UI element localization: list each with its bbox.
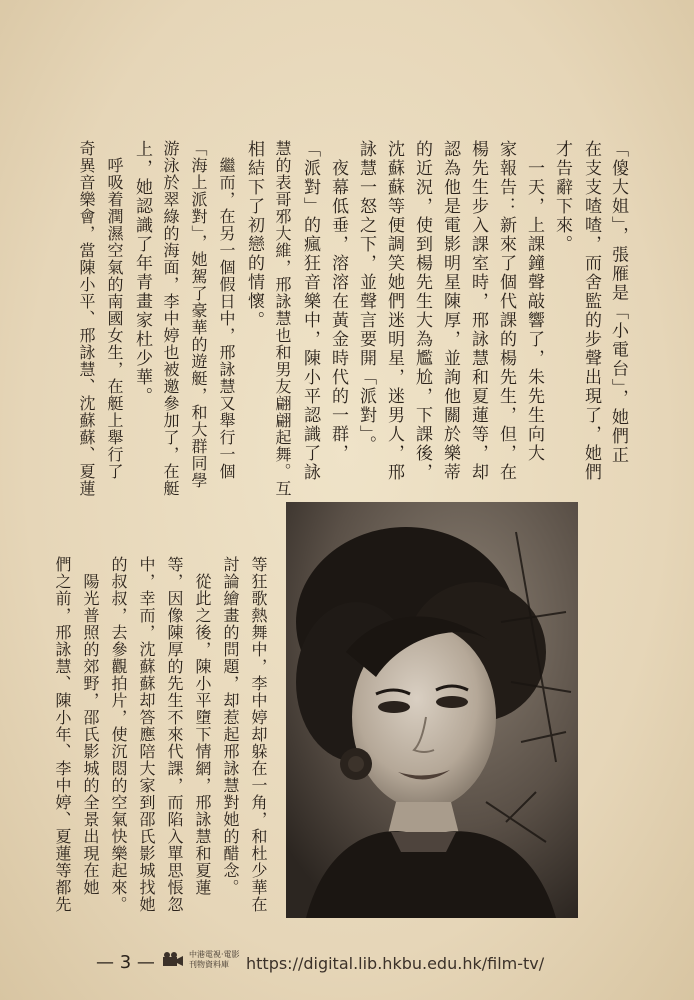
text-column: 「海上派對」，她駕了豪華的遊艇，和大群同學 [189, 140, 208, 489]
text-column: 相結下了初戀的情懷。 [244, 140, 264, 330]
page-number: — 3 — [96, 952, 155, 973]
text-column: 的近況，使到楊先生大為尷尬，下課後， [412, 140, 432, 482]
text-column: 的叔叔，去參觀拍片，使沉悶的空氣快樂起來。 [109, 556, 128, 913]
text-column: 等狂歌熱舞中，李中婷却躲在一角，和杜少華在 [249, 556, 268, 913]
text-column: 呼吸着潤濕空氣的南國女生，在艇上舉行了 [105, 140, 124, 480]
text-column: 慧的表哥邪大維，邢詠慧也和男友翩翩起舞。互 [273, 140, 292, 497]
text-column: 游泳於翠綠的海面，李中婷也被邀參加了，在艇 [161, 140, 180, 497]
watermark-line2: 刊物資料庫 [189, 960, 229, 969]
text-column: 家報告：新來了個代課的楊先生，但，在 [496, 140, 516, 482]
text-column: 夜幕低垂，溶溶在黃金時代的一群， [328, 140, 348, 463]
film-camera-icon [161, 950, 185, 970]
text-column: 詠慧一怒之下，並聲言要開「派對」。 [356, 140, 376, 455]
text-column: 們之前，邢詠慧、陳小年、李中婷、夏蓮等都先 [53, 556, 72, 913]
watermark-line1: 中港電視·電影 [189, 950, 240, 959]
text-column: 「派對」的瘋狂音樂中，陳小平認識了詠 [300, 140, 320, 482]
text-column: 討論繪畫的問題，却惹起邢詠慧對她的醋念。 [221, 556, 240, 896]
archive-url[interactable]: https://digital.lib.hkbu.edu.hk/film-tv/ [246, 954, 545, 973]
text-column: 在支支喳喳，而舍監的步聲出現了，她們 [581, 140, 601, 482]
text-column: 「傻大姐」，張雁是「小電台」，她們正 [608, 140, 628, 465]
text-column: 上，她認識了年青畫家杜少華。 [132, 140, 152, 406]
text-column: 一天，上課鐘聲敲響了，朱先生向大 [524, 140, 544, 463]
text-column: 從此之後，陳小平墮下情網，邢詠慧和夏蓮 [193, 556, 212, 896]
actress-photo [286, 502, 578, 918]
text-column: 陽光普照的郊野，邵氏影城的全景出現在她 [81, 556, 100, 896]
archive-watermark [161, 950, 240, 970]
text-column: 認為他是電影明星陳厚，並詢他關於樂蒂 [440, 140, 460, 482]
portrait-illustration [286, 502, 578, 918]
text-column: 楊先生步入課室時，邢詠慧和夏蓮等，却 [468, 140, 488, 482]
text-column: 中，幸而，沈蘇蘇却答應陪大家到邵氏影城找她 [137, 556, 156, 913]
text-column: 等，因像陳厚的先生不來代課，而陷入單思悵忽 [165, 556, 184, 913]
text-column: 繼而，在另一個假日中，邢詠慧又舉行一個 [217, 140, 236, 480]
text-column: 奇異音樂會，當陳小平、邢詠慧、沈蘇蘇、夏蓮 [77, 140, 96, 497]
text-column: 沈蘇蘇等便調笑她們迷明星，迷男人，邢 [384, 140, 404, 482]
text-column: 才告辭下來。 [552, 140, 572, 254]
